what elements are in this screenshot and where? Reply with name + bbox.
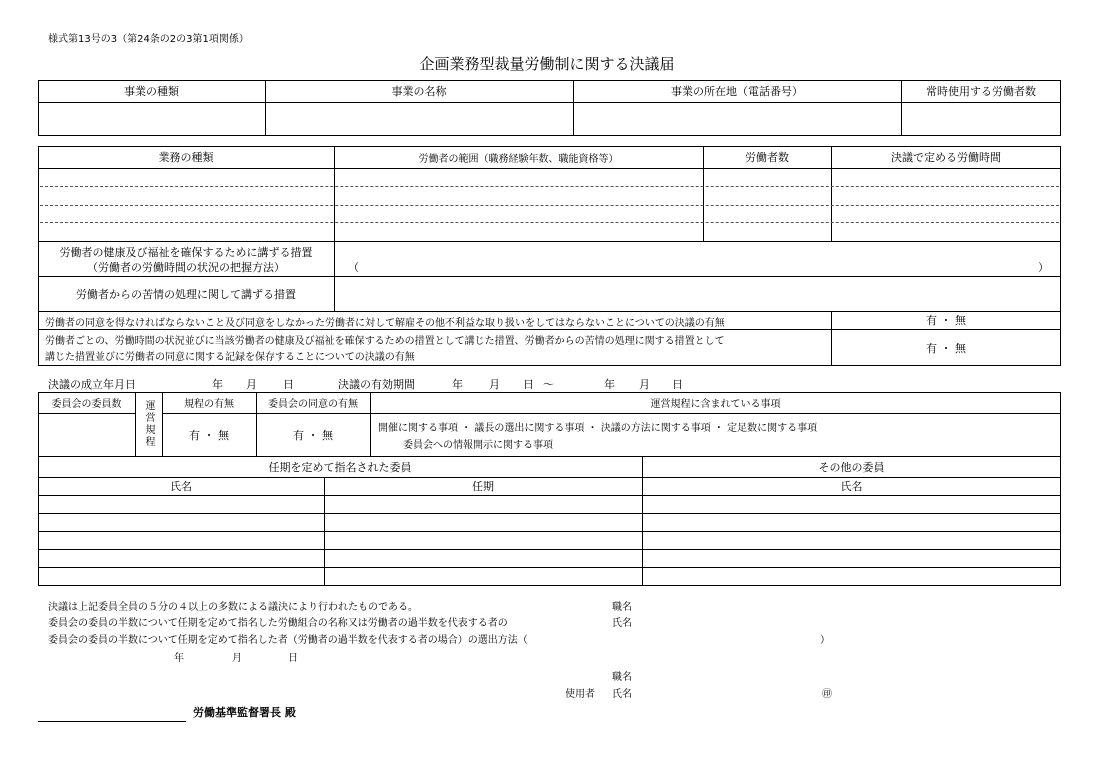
header-work-hours: 決議で定める労働時間: [891, 151, 1001, 164]
statement: 決議は上記委員全員の５分の４以上の多数による議決により行われたものである。: [48, 602, 418, 613]
seal-icon: ㊞: [822, 689, 832, 700]
validity-from-month: 月: [489, 378, 500, 391]
union-line: 委員会の委員の半数について任期を定めて指名した労働組合の名称又は労働者の過半数を代表する者の: [48, 618, 508, 629]
appointed-name-rows[interactable]: [39, 496, 323, 585]
health-measures-field[interactable]: [360, 243, 1030, 275]
validity-label: 決議の有効期間: [338, 378, 415, 391]
complaint-measures-field[interactable]: [335, 277, 1060, 310]
consent-yes-no[interactable]: 有 ・ 無: [926, 314, 966, 327]
other-members-label: その他の委員: [818, 460, 885, 474]
appointed-term-rows[interactable]: [325, 496, 641, 585]
employer-post-label: 職名: [612, 672, 632, 683]
appointed-members-label: 任期を定めて指名された委員: [268, 460, 412, 474]
resolution-day: 日: [283, 378, 294, 391]
health-paren-close: ）: [1038, 261, 1049, 274]
work-hours-field[interactable]: [832, 169, 1060, 240]
work-type-field[interactable]: [39, 169, 333, 240]
validity-to-month: 月: [639, 378, 650, 391]
rules-label: 運営規程: [143, 400, 154, 448]
committee-consent-yes-no[interactable]: 有 ・ 無: [293, 428, 333, 442]
validity-from-year: 年: [452, 378, 463, 391]
records-text-2: 講じた措置並びに労働者の同意に関する記録を保存することについての決議の有無: [45, 352, 415, 363]
header-worker-count: 常時使用する労働者数: [926, 85, 1036, 98]
health-paren-open: （: [348, 261, 359, 274]
header-business-address: 事業の所在地（電話番号）: [671, 85, 803, 98]
header-business-type: 事業の種類: [124, 85, 179, 98]
other-name-header: 氏名: [840, 480, 863, 493]
employer-label: 使用者: [565, 689, 595, 700]
form-id: 様式第13号の3（第24条の2の3第1項関係）: [48, 34, 249, 45]
header-workers: 労働者数: [745, 151, 789, 164]
committee-consent-label: 委員会の同意の有無: [268, 399, 358, 410]
page-title: 企画業務型裁量労働制に関する決議届: [419, 54, 675, 73]
header-worker-range: 労働者の範囲（職務経験年数、職能資格等）: [418, 153, 619, 165]
validity-tilde: ～: [543, 378, 554, 391]
method-line: 委員会の委員の半数について任期を定めて指名した者（労働者の過半数を代表する者の場合）の選出方法（: [48, 635, 528, 646]
footer-month: 月: [232, 653, 242, 664]
rules-contents-line-1[interactable]: 開催に関する事項 ・ 議長の選出に関する事項 ・ 決議の方法に関する事項 ・ 定足数に関する事項: [378, 423, 818, 434]
appointed-term-header: 任期: [472, 480, 494, 493]
validity-from-day: 日: [523, 378, 534, 391]
rules-contents-label: 運営規程に含まれている事項: [650, 399, 781, 410]
members-count-field[interactable]: [39, 414, 134, 455]
rules-exist-yes-no[interactable]: 有 ・ 無: [189, 428, 229, 442]
business-name-field[interactable]: [266, 103, 572, 135]
consent-text: 労働者の同意を得なければならないこと及び同意をしなかった労働者に対して解雇その他不利益な取り扱いをしてはならないことについての決議の有無: [45, 318, 725, 329]
header-work-type: 業務の種類: [158, 151, 214, 164]
members-count-label: 委員会の委員数: [51, 399, 122, 410]
addressee: 労働基準監督署長 殿: [193, 706, 296, 719]
work-line: [38, 241, 1061, 242]
records-text-1: 労働者ごとの、労働時間の状況並びに当該労働者の健康及び福祉を確保するための措置として講じた措置、労働者からの苦情の処理に関する措置として: [45, 336, 725, 347]
complaint-label: 労働者からの苦情の処理に関して講ずる措置: [76, 287, 296, 301]
validity-to-day: 日: [672, 378, 683, 391]
business-type-field[interactable]: [39, 103, 264, 135]
worker-range-field[interactable]: [335, 169, 702, 240]
appointed-name-header: 氏名: [170, 480, 192, 493]
rules-label-cell: [135, 394, 162, 454]
business-address-field[interactable]: [574, 103, 900, 135]
header-business-name: 事業の名称: [391, 85, 447, 98]
resolution-month: 月: [246, 378, 257, 391]
footer-year: 年: [174, 653, 184, 664]
records-yes-no[interactable]: 有 ・ 無: [926, 341, 966, 355]
rules-contents-line-2[interactable]: 委員会への情報開示に関する事項: [403, 440, 553, 451]
footer-day: 日: [288, 653, 298, 664]
workers-field[interactable]: [704, 169, 830, 240]
rep-name-label: 氏名: [612, 618, 632, 629]
health-sublabel: （労働者の労働時間の状況の把握方法）: [87, 260, 285, 274]
resolution-year: 年: [212, 378, 223, 391]
office-name-line[interactable]: [38, 721, 186, 722]
employer-name-label: 氏名: [612, 689, 632, 700]
resolution-date-label: 決議の成立年月日: [48, 378, 136, 391]
health-label: 労働者の健康及び福祉を確保するために講ずる措置: [59, 245, 313, 259]
worker-count-field[interactable]: [902, 103, 1060, 135]
validity-to-year: 年: [604, 378, 615, 391]
rules-exist-label: 規程の有無: [184, 399, 234, 410]
method-close: ）: [820, 635, 830, 646]
rep-post-label: 職名: [612, 602, 632, 613]
other-name-rows[interactable]: [643, 496, 1060, 585]
